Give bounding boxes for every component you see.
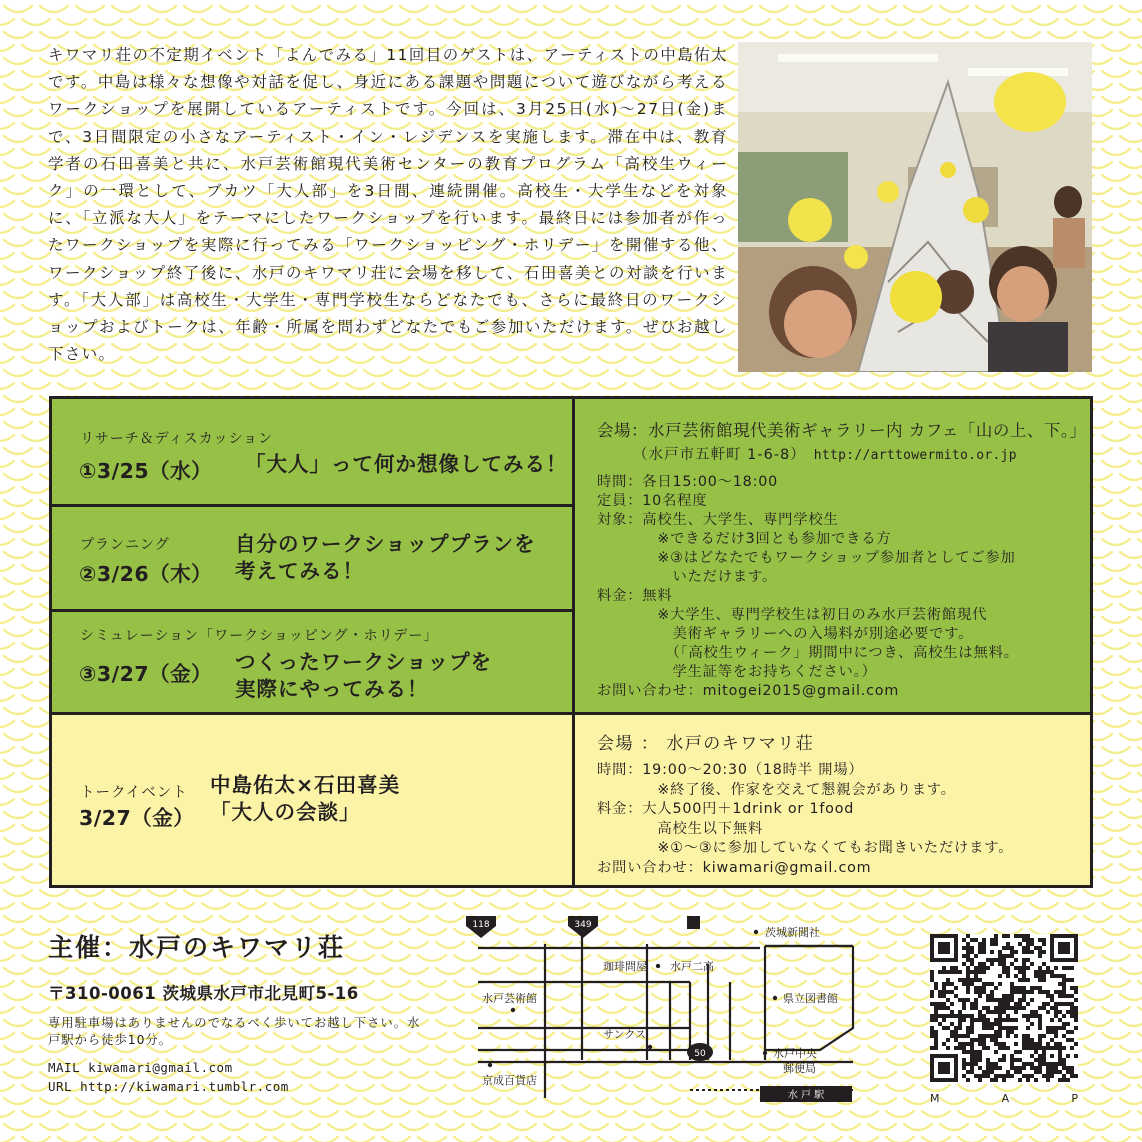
map-qr-code[interactable] [930, 934, 1078, 1082]
map-label-art-tower: 水戸芸術館 [482, 992, 537, 1005]
workshop-details [597, 473, 1090, 701]
qr-caption [930, 1092, 1078, 1105]
contact-email[interactable]: お問い合わせ：mitogei2015@gmail.com [597, 683, 900, 699]
venue-url-link[interactable]: http://arttowermito.or.jp [813, 448, 1017, 463]
session-3-title-line-2: 実際にやってみる！ [235, 677, 429, 701]
qr-caption-letter: P [1071, 1092, 1078, 1105]
intro-paragraph: キワマリ荘の不定期イベント「よんでみる」11回目のゲストは、アーティストの中島佑太です。中島は様々な想像や対話を促し、身近にある課題や問題について遊びながら考えるワークショップを展開しているアーティストです。今回は、3月25日(水)〜27日(金)まで、3日間限定の小さなアーティスト・イン・レジデンスを実施します。滞在中は、教育学者の石田喜美と共に、水戸芸術館現代美術センターの教育プログラム「高校生ウィーク」の一環として、ブカツ「大人部」を3日間、連続開催。高校生・大学生などを対象に、「立派な大人」をテーマにしたワークショップを行います。最終日には参加者が作ったワークショップを実際に行ってみる「ワークショッピング・ホリデー」を開催する他、ワークショップ終了後に、水戸のキワマリ荘に会場を移して、石田喜美との対談を行います。「大人部」は高校生・大学生・専門学校生ならどなたでも、さらに最終日のワークショップおよびトークは、年齢・所属を問わずどなたでもご参加いただけます。ぜひお越し下さい。 [48, 46, 728, 364]
detail-line: 高校生以下無料 [597, 820, 764, 837]
session-2-date: ②3/26（木） [79, 562, 213, 586]
detail-line: 料金：無料 [597, 588, 673, 604]
contact-email[interactable]: お問い合わせ：kiwamari@gmail.com [597, 859, 872, 876]
detail-line: ※できるだけ3回とも参加できる方 [597, 531, 892, 547]
workshop-address [633, 443, 1090, 464]
mail-link[interactable]: MAIL kiwamari@gmail.com [48, 1060, 233, 1075]
talk-kicker: トークイベント [80, 785, 188, 801]
map-label-coffee: 珈琲問屋 [603, 960, 647, 973]
qr-caption-letter: M [930, 1092, 940, 1105]
detail-line: （「高校生ウィーク」期間中につき、高校生は無料。 [597, 645, 1019, 661]
session-1-kicker: リサーチ＆ディスカッション [80, 431, 274, 447]
organizer-address: 〒310-0061 茨城県水戸市北見町5-16 [48, 984, 359, 1003]
session-1 [52, 399, 572, 504]
detail-line: 美術ギャラリーへの入場料が別途必要です。 [597, 626, 974, 642]
route-50-icon [687, 1043, 713, 1061]
detail-line: いただけます。 [597, 569, 778, 585]
kiwamari-marker-icon [687, 916, 700, 929]
session-3-date: ③3/27（金） [79, 662, 213, 686]
session-2 [52, 507, 572, 609]
map-label-sunkus: サンクス [603, 1028, 647, 1041]
map-label-library: 県立図書館 [783, 992, 838, 1005]
qr-caption-letter: A [1001, 1092, 1010, 1105]
access-map [460, 910, 880, 1110]
detail-line: 定員：10名程度 [597, 493, 708, 509]
detail-line: 時間：各日15:00〜18:00 [597, 474, 778, 490]
session-3-kicker: シミュレーション「ワークショッピング・ホリデー」 [80, 628, 439, 644]
map-label-post-2: 郵便局 [783, 1062, 816, 1075]
session-3 [52, 612, 572, 712]
detail-line: 時間：19:00〜20:30（18時半 開場） [597, 762, 864, 778]
talk-speakers: 中島佑太×石田喜美 [210, 773, 401, 797]
route-118-icon [466, 916, 496, 938]
workshop-venue: 会場：水戸芸術館現代美術ギャラリー内 カフェ「山の上、下。」 [597, 421, 1087, 440]
map-label-mito-niko: 水戸二高 [670, 960, 714, 973]
parking-note: 専用駐車場はありませんのでなるべく歩いてお越し下さい。水戸駅から徒歩10分。 [48, 1016, 421, 1047]
talk-details [597, 761, 1090, 878]
map-label-ibaraki-shimbun: 茨城新聞社 [765, 926, 820, 939]
talk-event [52, 715, 572, 885]
route-349-icon [568, 916, 598, 938]
session-2-title-line-1: 自分のワークショッププランを [235, 532, 536, 556]
workshop-photo [738, 42, 1092, 372]
detail-line: 学生証等をお持ちください。） [597, 664, 877, 680]
session-list [52, 399, 572, 712]
session-3-title [235, 649, 492, 703]
map-label-post: 水戸中央 [773, 1047, 817, 1060]
detail-line: ※①〜③に参加していなくてもお聞きいただけます。 [597, 840, 1014, 856]
detail-line: 対象：高校生、大学生、専門学校生 [597, 512, 839, 528]
talk-title: 「大人の会談」 [210, 800, 361, 824]
detail-line: 料金：大人500円＋1drink or 1food [597, 801, 855, 817]
session-2-title [235, 531, 536, 585]
talk-date: 3/27（金） [79, 806, 195, 830]
detail-line: ※③はどなたでもワークショップ参加者としてご参加 [597, 550, 1016, 566]
session-2-kicker: プランニング [80, 537, 170, 553]
session-1-title: 「大人」って何か想像してみる！ [245, 452, 568, 476]
route-118-label: 118 [472, 920, 490, 930]
detail-line: ※大学生、専門学校生は初日のみ水戸芸術館現代 [597, 607, 988, 623]
session-3-title-line-1: つくったワークショップを [235, 650, 493, 674]
detail-line: ※終了後、作家を交えて懇親会があります。 [597, 781, 956, 798]
website-link[interactable]: URL http://kiwamari.tumblr.com [48, 1079, 289, 1094]
workshop-address-text: （水戸市五軒町 1-6-8） [633, 447, 806, 463]
talk-venue: 会場 ： 水戸のキワマリ荘 [597, 734, 815, 754]
session-2-title-line-2: 考えてみる！ [235, 559, 364, 583]
route-50-label: 50 [694, 1049, 706, 1059]
schedule-table [49, 396, 1093, 888]
organizer-contact [48, 1058, 289, 1096]
workshop-info [575, 399, 1090, 712]
session-1-date: ①3/25（水） [79, 459, 213, 483]
organizer-title: 主催：水戸のキワマリ荘 [48, 933, 346, 962]
station-label: 水 戸 駅 [787, 1090, 825, 1101]
talk-info [575, 715, 1090, 885]
route-349-label: 349 [574, 920, 592, 930]
map-label-keisei: 京成百貨店 [482, 1074, 537, 1087]
